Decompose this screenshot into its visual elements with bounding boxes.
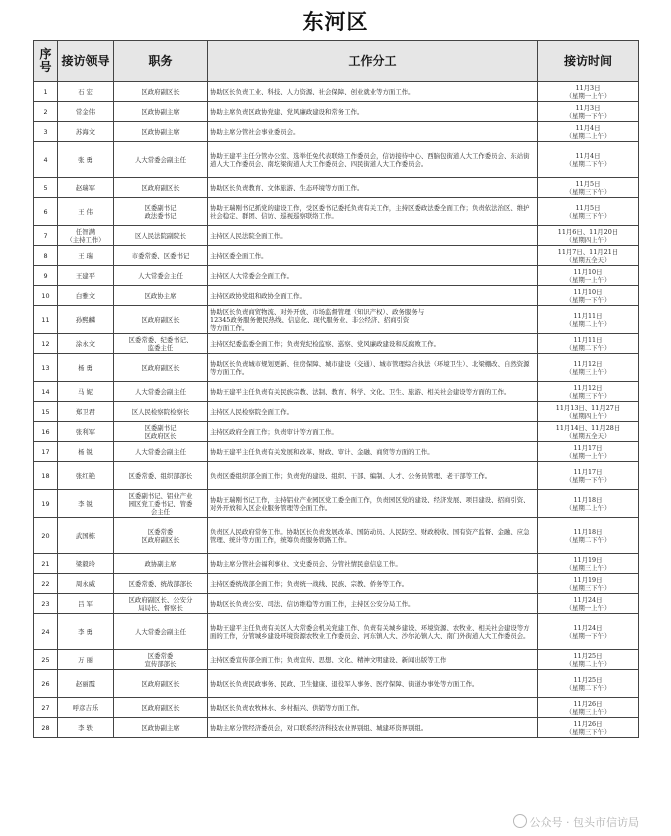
position-title bbox=[114, 650, 208, 670]
cell-line: 等方面工作。 bbox=[210, 323, 249, 332]
cell-line: 11月5日 bbox=[575, 179, 601, 188]
table-row bbox=[34, 354, 639, 382]
cell-line: （星期三上午） bbox=[565, 707, 611, 716]
visit-time bbox=[538, 102, 639, 122]
table-row bbox=[34, 226, 639, 246]
duty-description bbox=[208, 306, 538, 334]
cell-line: 区委常委、纪委书记、 bbox=[128, 335, 193, 344]
row-number: 10 bbox=[34, 286, 58, 306]
leader-name: 杨 勇 bbox=[58, 354, 114, 382]
cell-line: 区委副书记、铝业产业 bbox=[128, 491, 193, 500]
position-title bbox=[114, 594, 208, 614]
duty-description: 协助王建平主任负责有关发展和改革、财政、审计、金融、商贸等方面的工作。 bbox=[208, 442, 538, 462]
row-number: 3 bbox=[34, 122, 58, 142]
cell-line: 园区党工委书记、管委 bbox=[128, 499, 193, 508]
visit-time bbox=[538, 718, 639, 738]
leader-name: 涂永文 bbox=[58, 334, 114, 354]
visit-time bbox=[538, 462, 639, 490]
cell-line: 11月26日 bbox=[573, 699, 603, 708]
table-row bbox=[34, 518, 639, 554]
cell-line: （星期二上午） bbox=[565, 319, 611, 328]
table-row bbox=[34, 306, 639, 334]
cell-line: 政法委书记 bbox=[144, 211, 177, 220]
row-number: 14 bbox=[34, 382, 58, 402]
visit-time bbox=[538, 614, 639, 650]
row-number: 4 bbox=[34, 142, 58, 178]
leader-name: 张红艳 bbox=[58, 462, 114, 490]
leader-name: 苏海文 bbox=[58, 122, 114, 142]
duty-description: 协助区长负责民政事务、民政、卫生健康、退役军人事务、医疗保障、街道办事处等方面工作。 bbox=[208, 670, 538, 698]
cell-line: （星期二下午） bbox=[565, 683, 611, 692]
duty-description: 协助主席分管社会事业委员会。 bbox=[208, 122, 538, 142]
cell-line: 11月18日 bbox=[573, 527, 603, 536]
visit-time bbox=[538, 246, 639, 266]
duty-description: 主持区委统战部全面工作；负责统一战线、民族、宗教、侨务等工作。 bbox=[208, 574, 538, 594]
cell-line: 11月26日 bbox=[573, 719, 603, 728]
cell-line: 王 伟 bbox=[78, 207, 93, 216]
cell-line: 区委常委 bbox=[147, 527, 174, 536]
leader-name: 常金伟 bbox=[58, 102, 114, 122]
table-row bbox=[34, 650, 639, 670]
cell-line: 监委主任 bbox=[147, 343, 174, 352]
duty-description: 主持区政府全面工作；负责审计等方面工作。 bbox=[208, 422, 538, 442]
cell-line: （星期一上午） bbox=[565, 91, 611, 100]
table-row bbox=[34, 246, 639, 266]
table-row bbox=[34, 594, 639, 614]
row-number: 24 bbox=[34, 614, 58, 650]
position-title: 区政府副区长 bbox=[114, 698, 208, 718]
position-title: 区政协副主席 bbox=[114, 122, 208, 142]
visit-time bbox=[538, 82, 639, 102]
cell-line: 11月6日、11月20日 bbox=[557, 227, 619, 236]
row-number: 28 bbox=[34, 718, 58, 738]
header-no: 序 号 bbox=[34, 41, 58, 82]
table-row bbox=[34, 122, 639, 142]
table-row bbox=[34, 142, 639, 178]
row-number: 19 bbox=[34, 490, 58, 518]
table-row bbox=[34, 422, 639, 442]
cell-line: 11月11日 bbox=[573, 335, 603, 344]
leader-name: 石 宏 bbox=[58, 82, 114, 102]
duty-description: 主持区人民检察院全面工作。 bbox=[208, 402, 538, 422]
cell-line: （星期四上午） bbox=[565, 235, 611, 244]
cell-line: （星期二上午） bbox=[565, 131, 611, 140]
row-number: 9 bbox=[34, 266, 58, 286]
cell-line: 区政府副区长、公安分 bbox=[128, 595, 193, 604]
leader-name: 王 瑞 bbox=[58, 246, 114, 266]
cell-line: 11月14日、11月28日 bbox=[555, 423, 621, 432]
leader-name: 张 勇 bbox=[58, 142, 114, 178]
visit-time bbox=[538, 226, 639, 246]
table-row bbox=[34, 554, 639, 574]
header-time: 接访时间 bbox=[538, 41, 639, 82]
visit-time bbox=[538, 142, 639, 178]
page-title: 东河区 bbox=[302, 10, 369, 34]
leader-name: 吕 军 bbox=[58, 594, 114, 614]
position-title: 人大常委会副主任 bbox=[114, 382, 208, 402]
cell-line: （星期三下午） bbox=[565, 391, 611, 400]
cell-line: （星期二下午） bbox=[565, 535, 611, 544]
leader-name: 赵丽霞 bbox=[58, 670, 114, 698]
cell-line: 11月12日 bbox=[573, 359, 603, 368]
cell-line: 区政府副区长 bbox=[141, 535, 180, 544]
position-title: 区政府副区长 bbox=[114, 306, 208, 334]
position-title bbox=[114, 334, 208, 354]
table-row bbox=[34, 614, 639, 650]
cell-line: （星期一下午） bbox=[565, 475, 611, 484]
visit-time bbox=[538, 490, 639, 518]
cell-line: 11月11日 bbox=[573, 311, 603, 320]
cell-line: （星期三下午） bbox=[565, 211, 611, 220]
position-title: 区政协副主席 bbox=[114, 718, 208, 738]
schedule-table bbox=[33, 40, 639, 738]
cell-line: 12345政务服务便民热线、信息化、现代服务业、非公经济、招商引资 bbox=[210, 315, 410, 324]
visit-time bbox=[538, 266, 639, 286]
leader-name: 张利军 bbox=[58, 422, 114, 442]
visit-time bbox=[538, 354, 639, 382]
cell-line: 会主任 bbox=[150, 507, 171, 516]
row-number: 12 bbox=[34, 334, 58, 354]
row-number: 18 bbox=[34, 462, 58, 490]
table-row bbox=[34, 490, 639, 518]
row-number: 8 bbox=[34, 246, 58, 266]
table-row bbox=[34, 334, 639, 354]
position-title: 区政府副区长 bbox=[114, 354, 208, 382]
duty-description: 主持区纪委监委全面工作；负责党纪检监察、巡察、党风廉政建设和反腐败工作。 bbox=[208, 334, 538, 354]
table-row bbox=[34, 266, 639, 286]
cell-line: 11月13日、11月27日 bbox=[555, 403, 621, 412]
visit-time bbox=[538, 442, 639, 462]
cell-line: （星期五全天） bbox=[565, 431, 611, 440]
cell-line: 11月4日 bbox=[575, 123, 601, 132]
cell-line: （星期三上午） bbox=[565, 367, 611, 376]
watermark-text: 公众号 · 包头市信访局 bbox=[529, 816, 639, 829]
cell-line: 11月3日 bbox=[575, 103, 601, 112]
visit-time bbox=[538, 402, 639, 422]
position-title bbox=[114, 198, 208, 226]
duty-description: 主持区政协党组和政协全面工作。 bbox=[208, 286, 538, 306]
cell-line: （主持工作） bbox=[66, 235, 105, 244]
table-row bbox=[34, 178, 639, 198]
cell-line: 11月17日 bbox=[573, 443, 603, 452]
row-number: 7 bbox=[34, 226, 58, 246]
cell-line: （星期三下午） bbox=[565, 583, 611, 592]
position-title: 区政协副主席 bbox=[114, 102, 208, 122]
position-title: 区政府副区长 bbox=[114, 82, 208, 102]
leader-name: 万 丽 bbox=[58, 650, 114, 670]
row-number: 5 bbox=[34, 178, 58, 198]
visit-time bbox=[538, 334, 639, 354]
cell-line: （星期三上午） bbox=[565, 563, 611, 572]
leader-name: 赵瑞军 bbox=[58, 178, 114, 198]
cell-line: （星期二下午） bbox=[565, 343, 611, 352]
row-number: 1 bbox=[34, 82, 58, 102]
cell-line: （星期五全天） bbox=[565, 255, 611, 264]
visit-time bbox=[538, 382, 639, 402]
row-number: 15 bbox=[34, 402, 58, 422]
position-title bbox=[114, 490, 208, 518]
cell-line: （星期二上午） bbox=[565, 503, 611, 512]
cell-line: （星期三下午） bbox=[565, 187, 611, 196]
leader-name: 梁毅玲 bbox=[58, 554, 114, 574]
visit-time bbox=[538, 518, 639, 554]
row-number: 20 bbox=[34, 518, 58, 554]
duty-description: 协助区长负责城市规划更新、住房保障、城市建设（交通）、城市管理综合执法（环境卫生）、北梁棚改、自然资源等方面工作。 bbox=[208, 354, 538, 382]
duty-description: 主持区委宣传部全面工作；负责宣传、思想、文化、精神文明建设、新闻出版等工作 bbox=[208, 650, 538, 670]
leader-name: 马 妮 bbox=[58, 382, 114, 402]
table-row bbox=[34, 670, 639, 698]
table-row bbox=[34, 442, 639, 462]
row-number: 2 bbox=[34, 102, 58, 122]
row-number: 25 bbox=[34, 650, 58, 670]
leader-name: 李 勇 bbox=[58, 614, 114, 650]
leader-name: 李 轶 bbox=[58, 718, 114, 738]
table-row bbox=[34, 574, 639, 594]
cell-line: （星期一上午） bbox=[565, 275, 611, 284]
cell-line: 区委常委 bbox=[147, 651, 174, 660]
visit-time bbox=[538, 698, 639, 718]
visit-time bbox=[538, 554, 639, 574]
visit-time bbox=[538, 650, 639, 670]
cell-line: 局局长、督察长 bbox=[138, 603, 183, 612]
header-duty: 工作分工 bbox=[208, 41, 538, 82]
cell-line: （星期三下午） bbox=[565, 727, 611, 736]
cell-line: 区政府区长 bbox=[144, 431, 177, 440]
position-title bbox=[114, 518, 208, 554]
duty-description: 协助主席分管社会福利事业、文史委员会、分管社情民意信息工作。 bbox=[208, 554, 538, 574]
leader-name bbox=[58, 226, 114, 246]
position-title: 区人民检察院检察长 bbox=[114, 402, 208, 422]
position-title: 人大常委会主任 bbox=[114, 266, 208, 286]
cell-line: 11月25日 bbox=[573, 675, 603, 684]
position-title: 区政协主席 bbox=[114, 286, 208, 306]
cell-line: 11月7日、11月21日 bbox=[557, 247, 619, 256]
row-number: 6 bbox=[34, 198, 58, 226]
cell-line: （星期一下午） bbox=[565, 111, 611, 120]
leader-name: 杨 锐 bbox=[58, 442, 114, 462]
row-number: 26 bbox=[34, 670, 58, 698]
visit-time bbox=[538, 198, 639, 226]
duty-description: 协助王建平主任负责有关民族宗教、法制、教育、科学、文化、卫生、旅游、相关社会建设等方面的工作。 bbox=[208, 382, 538, 402]
row-number: 27 bbox=[34, 698, 58, 718]
row-number: 13 bbox=[34, 354, 58, 382]
cell-line: 11月12日 bbox=[573, 383, 603, 392]
duty-description: 协助主席分管经济委员会，对口联系经济科技农业界别组、城建环资界别组。 bbox=[208, 718, 538, 738]
cell-line: 11月17日 bbox=[573, 467, 603, 476]
position-title: 人大常委会副主任 bbox=[114, 442, 208, 462]
cell-line: （星期四上午） bbox=[565, 411, 611, 420]
duty-description: 主持区人民法院全面工作。 bbox=[208, 226, 538, 246]
duty-description: 协助区长负责教育、文体旅游、生态环境等方面工作。 bbox=[208, 178, 538, 198]
duty-description: 负责区人民政府常务工作。协助区长负责发展改革、国防动员、人民防空、财政税收、国有资产监督、金融、应急管理、统计等方面工作，统筹负责服务铁路工作。 bbox=[208, 518, 538, 554]
cell-line: 11月19日 bbox=[573, 555, 603, 564]
cell-line: 11月4日 bbox=[575, 151, 601, 160]
row-number: 22 bbox=[34, 574, 58, 594]
position-title: 人大常委会副主任 bbox=[114, 142, 208, 178]
duty-description: 协助王建平主任负责有关区人大常委会机关党建工作、负责有关城乡建设、环境资源、农牧业、相关社会建设等方面的工作，分管城乡建设环境资源农牧业工作委员会、河东镇人大、沙尔沁镇人大、南门外街道人大工作委员会。 bbox=[208, 614, 538, 650]
duty-description: 协助王建平主任分管办公室、选举任免代表联络工作委员会，信访接待中心、西脑包街道人大工作委员会、东站街道人大工作委员会、南圪梁街道人大工作委员会、四民街道人大工作委员会。 bbox=[208, 142, 538, 178]
duty-description: 负责区委组织部全面工作；负责党的建设、组织、干部、编制、人才、公务员管理、老干部等工作。 bbox=[208, 462, 538, 490]
position-title: 区委常委、统战部部长 bbox=[114, 574, 208, 594]
duty-description: 协助王瑞刚书记抓党的建设工作，受区委书记委托负责有关工作，主持区委政法委全面工作；负责依法治区、维护社会稳定、群团、信访、巡视巡察联络工作。 bbox=[208, 198, 538, 226]
cell-line: 宣传部部长 bbox=[144, 659, 177, 668]
row-number: 21 bbox=[34, 554, 58, 574]
cell-line: 11月19日 bbox=[573, 575, 603, 584]
position-title: 政协副主席 bbox=[114, 554, 208, 574]
table-row bbox=[34, 286, 639, 306]
table-row bbox=[34, 82, 639, 102]
leader-name: 孙熙麟 bbox=[58, 306, 114, 334]
row-number: 23 bbox=[34, 594, 58, 614]
position-title: 区委常委、组织部部长 bbox=[114, 462, 208, 490]
wechat-icon bbox=[513, 814, 527, 828]
cell-line: 11月25日 bbox=[573, 651, 603, 660]
cell-line: 11月18日 bbox=[573, 495, 603, 504]
position-title: 市委常委、区委书记 bbox=[114, 246, 208, 266]
leader-name bbox=[58, 198, 114, 226]
cell-line: 协助区长负责商贸物流、对外开放、市场监督管理（知识产权）、政务服务与 bbox=[210, 307, 425, 316]
duty-description: 协助主席负责区政协党建、党风廉政建设和常务工作。 bbox=[208, 102, 538, 122]
cell-line: （星期一下午） bbox=[565, 631, 611, 640]
table-header-row bbox=[34, 41, 639, 82]
table-row bbox=[34, 462, 639, 490]
visit-time bbox=[538, 422, 639, 442]
cell-line: （星期二上午） bbox=[565, 659, 611, 668]
visit-time bbox=[538, 286, 639, 306]
visit-time bbox=[538, 594, 639, 614]
cell-line: （星期一上午） bbox=[565, 451, 611, 460]
cell-line: 11月10日 bbox=[573, 287, 603, 296]
visit-time bbox=[538, 306, 639, 334]
visit-time bbox=[538, 574, 639, 594]
position-title: 区人民法院副院长 bbox=[114, 226, 208, 246]
visit-time bbox=[538, 122, 639, 142]
visit-time bbox=[538, 178, 639, 198]
cell-line: 11月3日 bbox=[575, 83, 601, 92]
table-row bbox=[34, 102, 639, 122]
leader-name: 王建平 bbox=[58, 266, 114, 286]
cell-line: （星期一上午） bbox=[565, 603, 611, 612]
leader-name: 李 锐 bbox=[58, 490, 114, 518]
table-row bbox=[34, 698, 639, 718]
table-row bbox=[34, 382, 639, 402]
cell-line: 11月10日 bbox=[573, 267, 603, 276]
table-row bbox=[34, 718, 639, 738]
header-position: 职务 bbox=[114, 41, 208, 82]
leader-name: 白雅文 bbox=[58, 286, 114, 306]
duty-description: 协助王瑞刚书记工作，主持铝业产业园区党工委全面工作，负责园区党的建设、经济发展、项目建设、招商引资、对外开放和入区企业服务管理等全面工作。 bbox=[208, 490, 538, 518]
cell-line: 区委副书记 bbox=[144, 423, 177, 432]
position-title: 区政府副区长 bbox=[114, 178, 208, 198]
duty-description: 主持区人大常委会全面工作。 bbox=[208, 266, 538, 286]
duty-description: 协助区长负责农牧林水、乡村振兴、供销等方面工作。 bbox=[208, 698, 538, 718]
header-leader: 接访领导 bbox=[58, 41, 114, 82]
row-number: 16 bbox=[34, 422, 58, 442]
position-title bbox=[114, 422, 208, 442]
watermark bbox=[513, 814, 640, 830]
cell-line: （星期一下午） bbox=[565, 295, 611, 304]
visit-time bbox=[538, 670, 639, 698]
row-number: 11 bbox=[34, 306, 58, 334]
cell-line: 区委副书记 bbox=[144, 203, 177, 212]
leader-name: 呼彦吉乐 bbox=[58, 698, 114, 718]
cell-line: （星期二下午） bbox=[565, 159, 611, 168]
cell-line: 11月24日 bbox=[573, 623, 603, 632]
duty-description: 协助区长负责公安、司法、信访维稳等方面工作，主持区公安分局工作。 bbox=[208, 594, 538, 614]
leader-name: 郑卫君 bbox=[58, 402, 114, 422]
leader-name: 周永威 bbox=[58, 574, 114, 594]
position-title: 区政府副区长 bbox=[114, 670, 208, 698]
cell-line: 11月24日 bbox=[573, 595, 603, 604]
cell-line: 11月5日 bbox=[575, 203, 601, 212]
duty-description: 主持区委全面工作。 bbox=[208, 246, 538, 266]
table-row bbox=[34, 402, 639, 422]
duty-description: 协助区长负责工业、科技、人力资源、社会保障、创业就业等方面工作。 bbox=[208, 82, 538, 102]
position-title: 人大常委会副主任 bbox=[114, 614, 208, 650]
row-number: 17 bbox=[34, 442, 58, 462]
table-row bbox=[34, 198, 639, 226]
cell-line: 任智满 bbox=[75, 227, 96, 236]
leader-name: 武国栋 bbox=[58, 518, 114, 554]
